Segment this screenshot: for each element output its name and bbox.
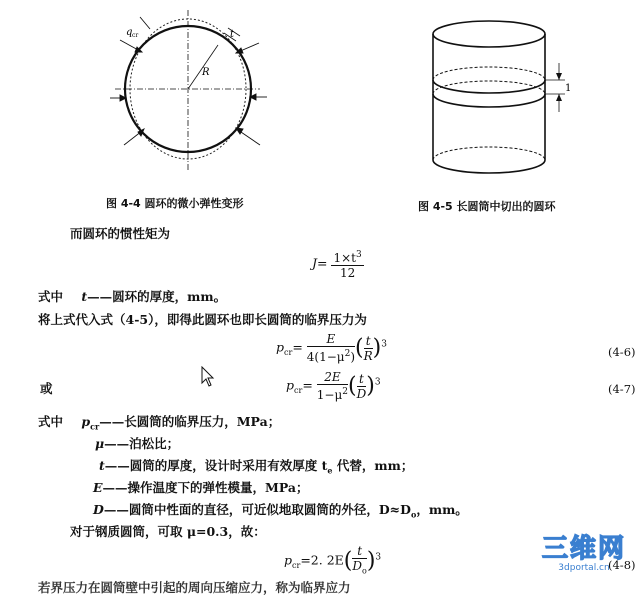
eq47-pow: 3: [374, 377, 381, 388]
def0-sym: p: [81, 414, 91, 429]
bottom-cut-line: 若界压力在圆筒壁中引起的周向压缩应力，称为临界应力: [38, 580, 351, 595]
eq48-number: (4-8): [608, 558, 636, 572]
def1-text: ——泊松比；: [104, 436, 180, 451]
def1-sym: μ: [95, 436, 105, 451]
where1-prefix: 式中: [38, 289, 64, 304]
fig45-label-1: 1: [565, 83, 572, 94]
eq48-eq: =2. 2E: [300, 552, 344, 568]
eq46-fraction: [307, 332, 355, 364]
watermark-main: 三维网: [542, 534, 627, 564]
eq47-inner-num: t: [357, 372, 367, 387]
eq47-den: 1−μ: [316, 388, 343, 402]
eq46-den: 4(1−μ: [306, 350, 345, 364]
def-E: [93, 478, 309, 496]
equation-j: [312, 248, 364, 280]
eq-j-num-sup: 3: [356, 250, 362, 260]
eq46-pow: 3: [381, 339, 387, 350]
def0-prefix: 式中: [38, 414, 64, 429]
eq46-den-end: ): [350, 350, 356, 364]
def2-sym: t: [99, 458, 105, 473]
equation-4-7: $p_{cr}=$ $\frac{2E}{1-\mu^2}$ ( $\frac{t}{D}$ )$^3$: [286, 370, 381, 402]
eq47-den-sup: 2: [342, 387, 349, 397]
eq47-inner-den: D: [356, 386, 367, 401]
def3-text: ——操作温度下的弹性模量，MPa；: [102, 480, 309, 495]
eq-j-fraction: [331, 248, 363, 280]
eq47-lhs: p: [286, 377, 295, 393]
figure-4-4-ring-diagram: [110, 5, 270, 180]
eq48-lhs-sub: cr: [292, 561, 301, 571]
where-thickness: [38, 287, 226, 305]
def4-text-end: ，mm。: [416, 502, 468, 517]
def2-text: ——圆筒的厚度，设计时采用有效厚度 t: [104, 458, 328, 473]
eq46-inner: [364, 334, 373, 363]
inertia-intro: 而圆环的惯性矩为: [70, 226, 171, 241]
eq48-inner: [352, 544, 366, 578]
def4-text-sub: o: [411, 509, 417, 520]
or-label: 或: [40, 381, 53, 396]
eq46-inner-num: t: [364, 334, 373, 349]
watermark-sub: 3dportal.cn: [558, 563, 610, 573]
mouse-cursor-icon: [201, 366, 215, 388]
figure-4-4-caption: 图 4-4 圆环的微小弹性变形: [106, 197, 244, 210]
def4-sym: D: [93, 502, 104, 517]
eq-j-num: 1×t: [333, 251, 356, 265]
eq-j-lhs: J=: [312, 255, 328, 271]
def2-text-end: 代替，mm；: [332, 458, 414, 473]
eq46-lhs-sub: cr: [284, 348, 293, 357]
def-t: [99, 456, 413, 476]
def3-sym: E: [93, 480, 103, 495]
equation-4-6: $p_{cr}=$ $\frac{E}{4(1-\mu^2)}$ ( $\frac{t}{R}$ )$^3$: [276, 332, 387, 364]
where1-sym: t: [81, 289, 88, 304]
eq47-lhs-sub: cr: [294, 386, 303, 395]
where1-text: ——圆环的厚度，mm。: [87, 289, 227, 304]
eq48-pow: 3: [375, 552, 382, 563]
figure-4-5-caption: 图 4-5 长圆筒中切出的圆环: [418, 200, 556, 213]
substitute-line: 将上式代入式（4-5），即得此圆环也即长圆筒的临界压力为: [38, 312, 367, 327]
def-pcr: [38, 412, 280, 432]
eq-j-den: 12: [339, 266, 356, 280]
def-mu: [95, 434, 179, 452]
watermark-logo: [542, 535, 626, 573]
eq46-den-sup: 2: [344, 349, 351, 359]
def-D: [93, 500, 468, 520]
eq47-num: 2E: [317, 370, 348, 385]
eq47-inner: [357, 372, 367, 401]
eq48-lhs: p: [284, 552, 293, 568]
equation-4-8: $p_{cr}=2$. 2E( $\frac{t}{D_o}$ )$^3$: [284, 544, 381, 578]
eq46-num: E: [307, 332, 355, 347]
steel-cylinder-line: 对于钢质圆筒，可取 μ=0.3，故：: [70, 524, 266, 539]
eq46-number: (4-6): [608, 345, 636, 359]
eq48-inner-den-sub: o: [362, 566, 367, 576]
fig44-label-R: R: [202, 67, 210, 78]
figure-4-5-cylinder-diagram: [425, 8, 595, 188]
fig44-label-q-sub: cr: [132, 32, 139, 39]
fig44-label-q: q: [126, 27, 133, 38]
fig44-label-t: t: [230, 29, 235, 40]
def0-text: ——长圆筒的临界压力，MPa；: [99, 414, 281, 429]
eq47-fraction: [317, 370, 348, 402]
def4-text: ——圆筒中性面的直径，可近似地取圆筒的外径，D≈D: [103, 502, 411, 517]
eq46-eq: =: [292, 339, 303, 355]
eq46-inner-den: R: [363, 348, 373, 363]
eq46-lhs: p: [276, 339, 285, 355]
eq47-number: (4-7): [608, 382, 636, 396]
eq47-eq: =: [302, 377, 313, 393]
eq48-inner-den: D: [352, 559, 362, 573]
eq48-inner-num: t: [352, 544, 366, 559]
def2-text-sub: e: [327, 465, 333, 476]
def0-sym-sub: cr: [90, 421, 100, 432]
